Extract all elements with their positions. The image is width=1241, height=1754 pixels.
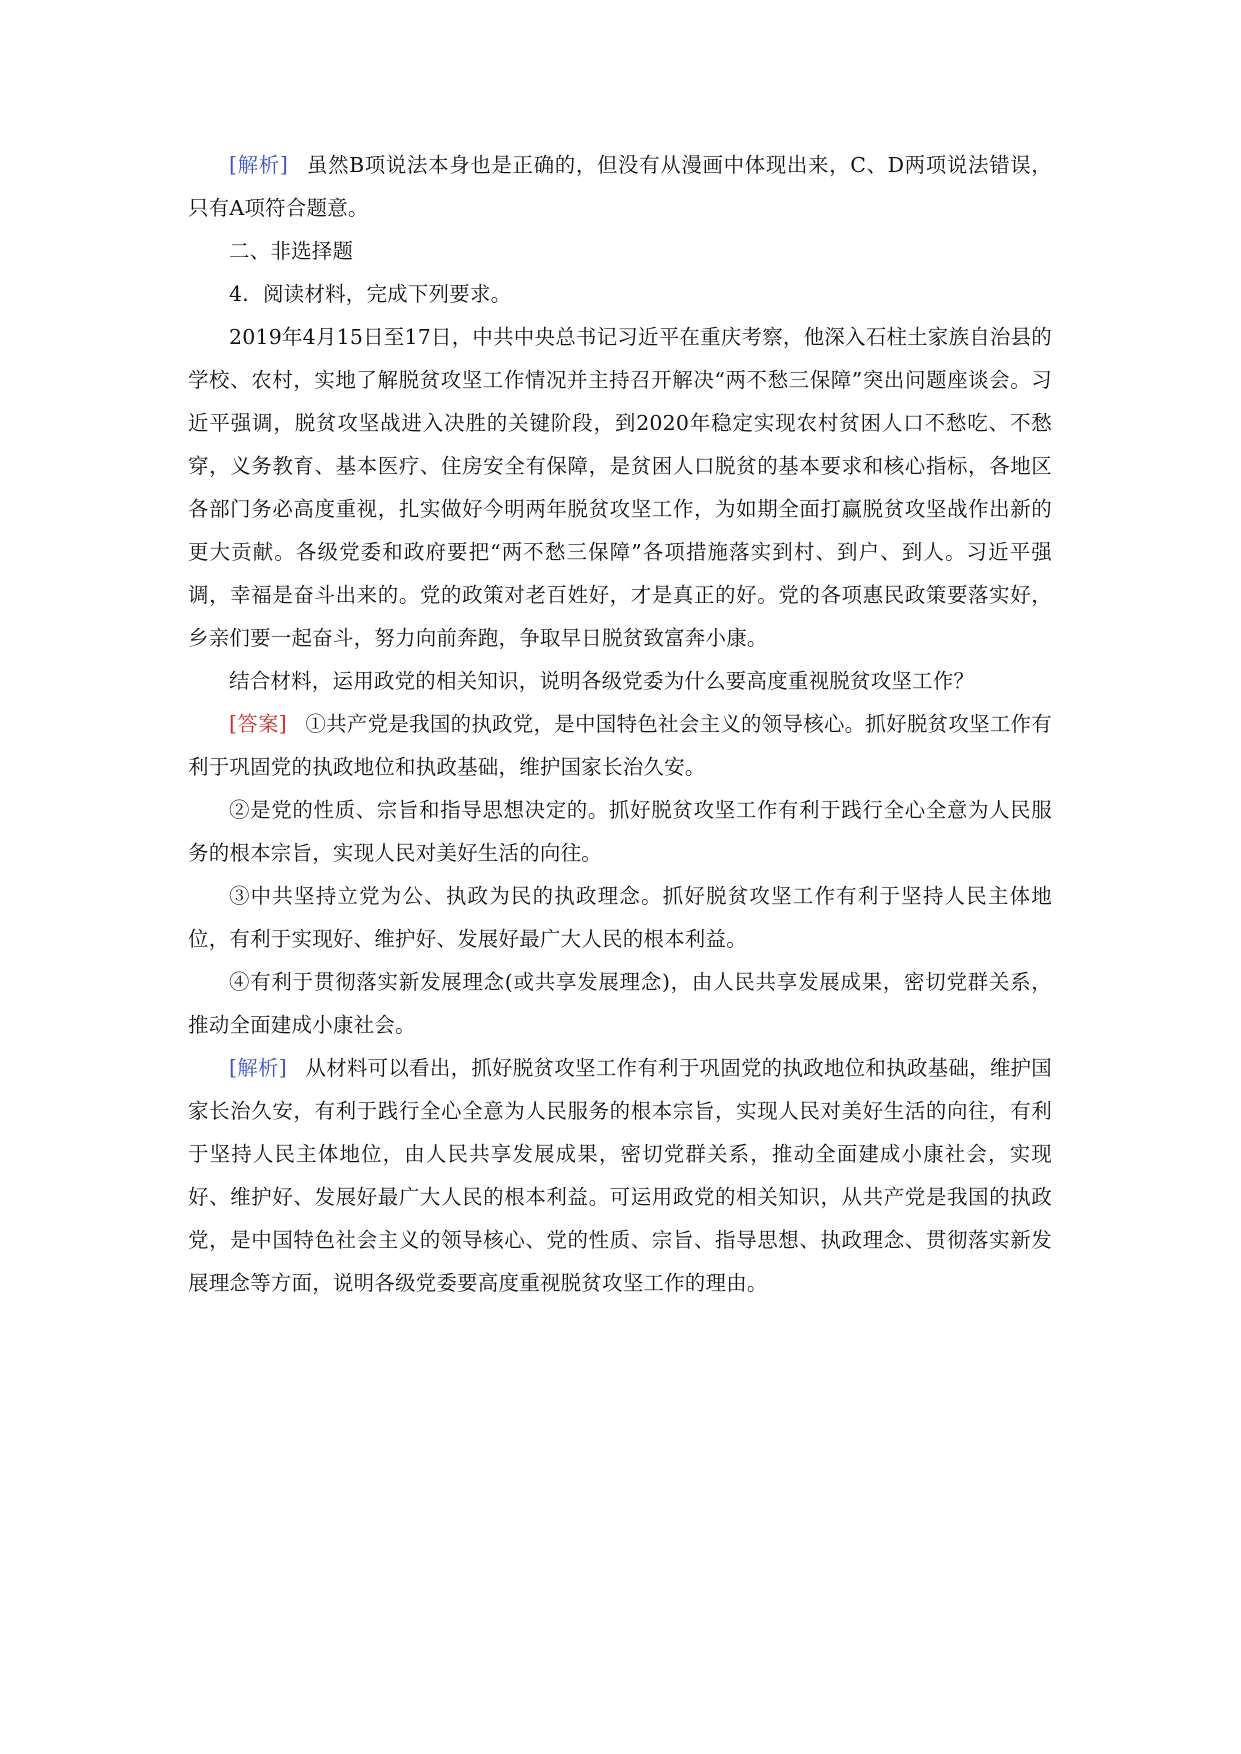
analysis-tag-2: [解析] (229, 1056, 287, 1080)
question-material: 2019年4月15日至17日，中共中央总书记习近平在重庆考察，他深入石柱土家族自治县的学校、农村，实地了解脱贫攻坚工作情况并主持召开解决“两不愁三保障”突出问题座谈会。习近平强调，脱贫攻坚战进入决胜的关键阶段，到2020年稳定实现农村贫困人口不愁吃、不愁穿，义务教育、基本医疗、住房安全有保障，是贫困人口脱贫的基本要求和核心指标，各地区各部门务必高度重视，扎实做好今明两年脱贫攻坚工作，为如期全面打赢脱贫攻坚战作出新的更大贡献。各级党委和政府要把“两不愁三保障”各项措施落实到村、到户、到人。习近平强调，幸福是奋斗出来的。党的政策对老百姓好，才是真正的好。党的各项惠民政策要落实好，乡亲们要一起奋斗，努力向前奔跑，争取早日脱贫致富奔小康。 (188, 325, 1052, 650)
analysis-paragraph-2 (188, 1047, 1052, 1305)
answer-point-4: ④有利于贯彻落实新发展理念(或共享发展理念)，由人民共享发展成果，密切党群关系，推动全面建成小康社会。 (188, 970, 1052, 1037)
answer-point-1: ①共产党是我国的执政党，是中国特色社会主义的领导核心。抓好脱贫攻坚工作有利于巩固党的执政地位和执政基础，维护国家长治久安。 (188, 712, 1052, 779)
section-title: 二、非选择题 (229, 239, 354, 263)
answer-point-2: ②是党的性质、宗旨和指导思想决定的。抓好脱贫攻坚工作有利于践行全心全意为人民服务的根本宗旨，实现人民对美好生活的向往。 (188, 798, 1052, 865)
analysis-paragraph-1 (188, 144, 1052, 230)
answer-paragraph-1 (188, 703, 1052, 789)
document-page (188, 144, 1052, 1305)
question-ask: 结合材料，运用政党的相关知识，说明各级党委为什么要高度重视脱贫攻坚工作？ (229, 669, 975, 693)
analysis-tag: [解析] (229, 153, 289, 177)
question-prompt: 4．阅读材料，完成下列要求。 (229, 282, 512, 306)
analysis-text: 虽然B项说法本身也是正确的，但没有从漫画中体现出来，C、D两项说法错误，只有A项符合题意。 (188, 153, 1053, 220)
answer-point-3: ③中共坚持立党为公、执政为民的执政理念。抓好脱贫攻坚工作有利于坚持人民主体地位，有利于实现好、维护好、发展好最广大人民的根本利益。 (188, 884, 1052, 951)
analysis-text-2: 从材料可以看出，抓好脱贫攻坚工作有利于巩固党的执政地位和执政基础，维护国家长治久安，有利于践行全心全意为人民服务的根本宗旨，实现人民对美好生活的向往，有利于坚持人民主体地位，由人民共享发展成果，密切党群关系，推动全面建成小康社会，实现好、维护好、发展好最广大人民的根本利益。可运用政党的相关知识，从共产党是我国的执政党，是中国特色社会主义的领导核心、党的性质、宗旨、指导思想、执政理念、贯彻落实新发展理念等方面，说明各级党委要高度重视脱贫攻坚工作的理由。 (188, 1056, 1052, 1295)
answer-tag: [答案] (229, 712, 287, 736)
